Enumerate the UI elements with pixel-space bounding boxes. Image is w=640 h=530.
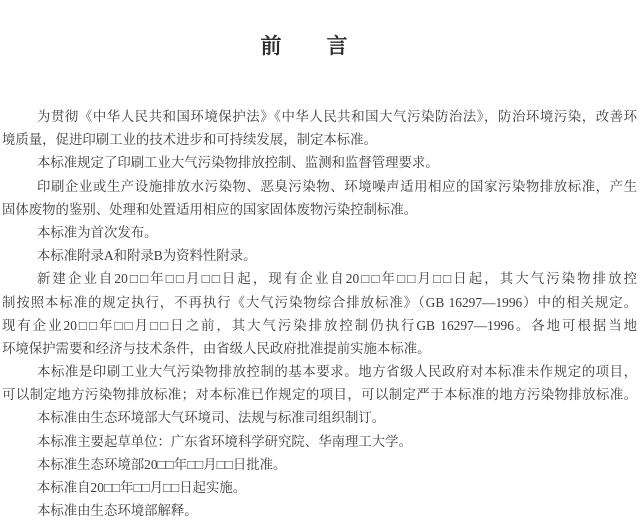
paragraph-line: 环境保护需要和经济与技术条件，由省级人民政府批准提前实施本标准。 bbox=[2, 340, 431, 356]
paragraph-line: 本标准自20□□年□□月□□日起实施。 bbox=[37, 480, 247, 495]
paragraph-line: 现有企业20□□年□□月□□日之前，其大气污染排放控制仍执行GB 16297—1996。各地可根据当地 bbox=[2, 317, 637, 333]
paragraph-line: 制按照本标准的规定执行，不再执行《大气污染物综合排放标准》（GB 16297—1996）中的相关规定。 bbox=[2, 294, 637, 310]
paragraph-line: 印刷企业或生产设施排放水污染物、恶臭污染物、环境噪声适用相应的国家污染物排放标准，产生 bbox=[37, 178, 637, 194]
paragraph-line: 为贯彻《中华人民共和国环境保护法》《中华人民共和国大气污染防治法》，防治环境污染，改善环 bbox=[37, 109, 637, 124]
paragraph-line: 本标准是印刷工业大气污染物排放控制的基本要求。地方省级人民政府对本标准未作规定的项目， bbox=[37, 364, 637, 380]
paragraph-line: 本标准附录A和附录B为资料性附录。 bbox=[37, 248, 257, 264]
paragraph-line: 本标准规定了印刷工业大气污染物排放控制、监测和监督管理要求。 bbox=[37, 155, 439, 171]
paragraph-line: 可以制定地方污染物排放标准；对本标准已作规定的项目，可以制定严于本标准的地方污染物排放标准。 bbox=[2, 387, 637, 403]
paragraph-line: 本标准主要起草单位：广东省环境科学研究院、华南理工大学。 bbox=[37, 433, 412, 449]
page-title: 前 言 bbox=[260, 34, 349, 58]
paragraph-line: 本标准由生态环境部解释。 bbox=[37, 503, 198, 519]
paragraph-line: 新建企业自20□□年□□月□□日起，现有企业自20□□年□□月□□日起，其大气污染物排放控 bbox=[37, 271, 637, 287]
paragraph-line: 本标准为首次发布。 bbox=[37, 224, 158, 240]
paragraph-line: 本标准生态环境部20□□年□□月□□日批准。 bbox=[37, 456, 287, 472]
paragraph-line: 固体废物的鉴别、处理和处置适用相应的国家固体废物污染控制标准。 bbox=[2, 201, 418, 217]
paragraph-line: 境质量，促进印刷工业的技术进步和可持续发展，制定本标准。 bbox=[2, 132, 377, 148]
paragraph-line: 本标准由生态环境部大气环境司、法规与标准司组织制订。 bbox=[37, 410, 386, 426]
foreword-body bbox=[2, 105, 637, 522]
